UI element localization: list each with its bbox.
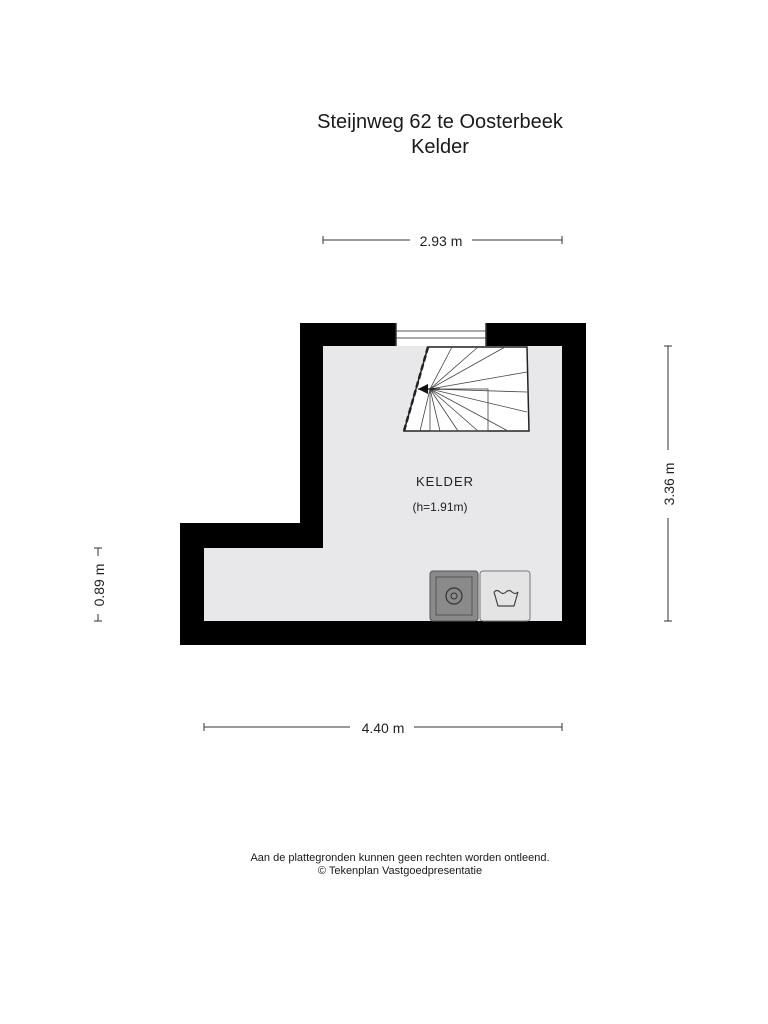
- dimension-left-label: 0.89 m: [91, 563, 107, 607]
- copyright-text: © Tekenplan Vastgoedpresentatie: [317, 865, 483, 877]
- dimension-bottom-label: 4.40 m: [361, 720, 405, 736]
- room-name: KELDER: [415, 474, 475, 489]
- disclaimer-text: Aan de plattegronden kunnen geen rechten worden ontleend.: [250, 852, 550, 864]
- dryer-icon: [480, 571, 530, 621]
- address-title: Steijnweg 62 te Oosterbeek: [317, 111, 563, 133]
- window-icon: [396, 323, 486, 346]
- room-height: (h=1.91m): [412, 500, 468, 514]
- footer: [200, 852, 600, 878]
- dimension-top-label: 2.93 m: [419, 233, 463, 249]
- dimension-right-label: 3.36 m: [661, 462, 677, 506]
- washing-machine-icon: [430, 571, 478, 621]
- floor-title: Kelder: [411, 136, 469, 158]
